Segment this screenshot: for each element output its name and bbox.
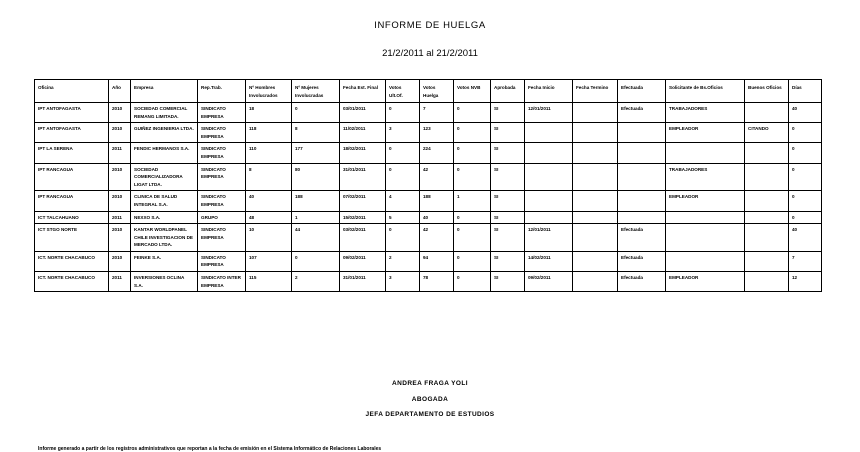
table-cell: CLINICA DE SALUD INTEGRAL S.A. — [131, 191, 198, 211]
table-cell: 2011 — [109, 271, 131, 291]
table-cell: 0 — [386, 103, 420, 123]
strike-report-table — [34, 79, 822, 292]
table-cell: SINDICATO EMPRESA — [198, 163, 246, 191]
table-cell — [745, 211, 789, 224]
table-cell: ICT. NORTE CHACABUCO — [35, 251, 109, 271]
table-cell — [745, 271, 789, 291]
table-cell — [745, 224, 789, 252]
table-cell: 4 — [386, 191, 420, 211]
table-row — [35, 271, 822, 291]
column-header: Empresa — [131, 80, 198, 103]
column-header: Nº Hombres Involucrados — [246, 80, 292, 103]
table-cell — [573, 103, 618, 123]
column-header: Votos NVB — [454, 80, 491, 103]
table-row — [35, 191, 822, 211]
table-cell: 0 — [454, 211, 491, 224]
table-cell: 118 — [246, 123, 292, 143]
table-cell: 2010 — [109, 191, 131, 211]
table-cell: EMPLEADOR — [666, 123, 745, 143]
table-cell: CITANDO — [745, 123, 789, 143]
table-header-row — [35, 80, 822, 103]
table-cell: SI — [491, 191, 525, 211]
table-cell — [666, 224, 745, 252]
column-header: Fecha Inicio — [525, 80, 573, 103]
table-cell: 7 — [420, 103, 454, 123]
signature-name: ANDREA FRAGA YOLI — [392, 380, 468, 387]
table-cell: TRABAJADORES — [666, 103, 745, 123]
table-cell: 40 — [420, 211, 454, 224]
table-cell — [573, 143, 618, 163]
table-cell: 31/01/2011 — [340, 163, 386, 191]
table-cell: 177 — [292, 143, 340, 163]
table-cell: 110 — [246, 143, 292, 163]
table-cell: 0 — [292, 103, 340, 123]
signature-department: JEFA DEPARTAMENTO DE ESTUDIOS — [365, 411, 495, 418]
table-cell: 09/02/2011 — [525, 271, 573, 291]
table-cell: 12/01/2011 — [525, 103, 573, 123]
table-cell: SI — [491, 123, 525, 143]
table-cell: SI — [491, 103, 525, 123]
table-cell — [573, 251, 618, 271]
table-cell: SOCIEDAD COMERCIALIZADORA LIGAT LTDA. — [131, 163, 198, 191]
column-header: Votos Huelga — [420, 80, 454, 103]
table-cell: 2011 — [109, 143, 131, 163]
table-cell: ICT. NORTE CHACABUCO — [35, 271, 109, 291]
table-cell: EMPLEADOR — [666, 271, 745, 291]
table-cell: 10 — [246, 224, 292, 252]
table-cell: NEXXO S.A. — [131, 211, 198, 224]
table-cell: 2 — [386, 251, 420, 271]
table-cell: SINDICATO EMPRESA — [198, 103, 246, 123]
table-cell: 0 — [386, 224, 420, 252]
table-cell: 18/02/2011 — [340, 143, 386, 163]
table-cell: 224 — [420, 143, 454, 163]
table-cell: 31/01/2011 — [340, 271, 386, 291]
table-cell: 2010 — [109, 251, 131, 271]
table-cell: 2010 — [109, 224, 131, 252]
table-cell — [745, 251, 789, 271]
table-cell — [618, 123, 666, 143]
table-cell: SINDICATO EMPRESA — [198, 224, 246, 252]
table-cell: 2 — [292, 271, 340, 291]
column-header: Solicitante de Bs.Oficios — [666, 80, 745, 103]
table-cell: 0 — [386, 143, 420, 163]
table-cell: SINDICATO EMPRESA — [198, 191, 246, 211]
table-cell — [666, 143, 745, 163]
table-cell: 0 — [454, 123, 491, 143]
table-cell: 2010 — [109, 123, 131, 143]
table-cell: 8 — [292, 123, 340, 143]
column-header: Buenos Oficios — [745, 80, 789, 103]
table-cell: Efectuada — [618, 224, 666, 252]
table-cell: 09/02/2011 — [340, 251, 386, 271]
table-cell: IPT ANTOFAGASTA — [35, 123, 109, 143]
table-cell: 5 — [386, 211, 420, 224]
table-cell — [525, 123, 573, 143]
column-header: Rep.Trab. — [198, 80, 246, 103]
table-cell: IPT RANCAGUA — [35, 163, 109, 191]
table-cell — [573, 163, 618, 191]
table-cell: 2010 — [109, 103, 131, 123]
table-cell: 40 — [246, 191, 292, 211]
table-cell: 2011 — [109, 211, 131, 224]
table-cell: 0 — [292, 251, 340, 271]
table-cell: 2010 — [109, 163, 131, 191]
table-cell — [618, 191, 666, 211]
table-cell: 0 — [386, 163, 420, 191]
table-cell: 0 — [454, 271, 491, 291]
table-cell: 0 — [454, 143, 491, 163]
table-cell — [745, 103, 789, 123]
table-cell: 94 — [420, 251, 454, 271]
table-row — [35, 103, 822, 123]
table-cell: 1 — [292, 211, 340, 224]
table-cell: 0 — [789, 191, 822, 211]
table-cell — [745, 143, 789, 163]
table-cell: GUIÑEZ INGENIERIA LTDA. — [131, 123, 198, 143]
table-cell: Efectuada — [618, 251, 666, 271]
table-cell: SI — [491, 224, 525, 252]
table-cell: 18 — [246, 103, 292, 123]
table-cell: 188 — [292, 191, 340, 211]
table-cell — [745, 191, 789, 211]
table-cell: 0 — [789, 163, 822, 191]
table-cell: 3 — [386, 271, 420, 291]
table-cell — [525, 143, 573, 163]
column-header: Efectuada — [618, 80, 666, 103]
table-cell: 0 — [454, 103, 491, 123]
table-cell: TRABAJADORES — [666, 163, 745, 191]
table-cell — [618, 211, 666, 224]
table-cell — [573, 191, 618, 211]
column-header: Nº Mujeres Involucradas — [292, 80, 340, 103]
table-cell: 1 — [454, 191, 491, 211]
table-cell: 0 — [454, 224, 491, 252]
table-cell: 123 — [420, 123, 454, 143]
table-cell: 8 — [246, 163, 292, 191]
table-cell: SOCIEDAD COMERCIAL REMANG LIMITADA. — [131, 103, 198, 123]
table-cell: 0 — [454, 251, 491, 271]
table-cell: SI — [491, 143, 525, 163]
column-header: Fecha Termino — [573, 80, 618, 103]
table-cell — [525, 163, 573, 191]
table-cell — [573, 224, 618, 252]
table-cell — [573, 123, 618, 143]
table-cell: ICT STGO NORTE — [35, 224, 109, 252]
table-cell: FENDIC HERMANOS S.A. — [131, 143, 198, 163]
table-cell: IPT LA SERENA — [35, 143, 109, 163]
column-header: Fecha Est. Final — [340, 80, 386, 103]
report-footnote: Informe generado a partir de los registros administrativos que reportan a la fecha de emisión en el Sistema Informático de Relaciones Laborales — [38, 446, 382, 452]
table-cell: 03/01/2011 — [340, 103, 386, 123]
table-cell: IPT RANCAGUA — [35, 191, 109, 211]
table-cell: 115 — [246, 271, 292, 291]
column-header: Año — [109, 80, 131, 103]
signature-role: ABOGADA — [411, 396, 449, 403]
table-cell: 0 — [789, 211, 822, 224]
table-cell: 44 — [292, 224, 340, 252]
table-cell — [618, 143, 666, 163]
report-title: INFORME DE HUELGA — [374, 20, 486, 31]
table-cell: 12/01/2011 — [525, 224, 573, 252]
table-cell: EMPLEADOR — [666, 191, 745, 211]
table-cell: 48 — [246, 211, 292, 224]
table-cell: 15/02/2011 — [340, 211, 386, 224]
table-cell: 80 — [292, 163, 340, 191]
table-cell: 42 — [420, 163, 454, 191]
table-row — [35, 123, 822, 143]
table-cell: ICT TALCAHUANO — [35, 211, 109, 224]
table-cell: 42 — [420, 224, 454, 252]
table-cell: Efectuada — [618, 103, 666, 123]
report-date-range: 21/2/2011 al 21/2/2011 — [382, 48, 478, 59]
table-cell: SI — [491, 211, 525, 224]
table-cell: FEINKE S.A. — [131, 251, 198, 271]
table-cell: Efectuada — [618, 271, 666, 291]
table-cell: INVERSIONES OCLINA S.A. — [131, 271, 198, 291]
table-row — [35, 163, 822, 191]
table-row — [35, 224, 822, 252]
table-cell — [573, 211, 618, 224]
table-cell: 07/02/2011 — [340, 191, 386, 211]
table-cell — [666, 211, 745, 224]
table-cell: SINDICATO EMPRESA — [198, 143, 246, 163]
table-cell: 0 — [454, 163, 491, 191]
column-header: Aprobada — [491, 80, 525, 103]
table-cell: SINDICATO INTER EMPRESA — [198, 271, 246, 291]
table-cell: 3 — [386, 123, 420, 143]
table-cell: 0 — [789, 143, 822, 163]
table-cell: 188 — [420, 191, 454, 211]
table-cell — [525, 211, 573, 224]
table-cell: SI — [491, 251, 525, 271]
table-row — [35, 143, 822, 163]
table-cell: SINDICATO EMPRESA — [198, 123, 246, 143]
table-cell — [745, 163, 789, 191]
table-cell: 03/02/2011 — [340, 224, 386, 252]
table-cell: 14/02/2011 — [525, 251, 573, 271]
table-cell: KANTAR WORLDPANEL CHILE INVESTIGACION DE MERCADO LTDA. — [131, 224, 198, 252]
table-cell: 107 — [246, 251, 292, 271]
column-header: Oficina — [35, 80, 109, 103]
table-cell: SI — [491, 163, 525, 191]
table-cell: 40 — [789, 103, 822, 123]
table-cell: 78 — [420, 271, 454, 291]
column-header: Votos Ult.Of. — [386, 80, 420, 103]
table-cell — [666, 251, 745, 271]
table-cell — [573, 271, 618, 291]
table-cell: 7 — [789, 251, 822, 271]
table-cell: IPT ANTOFAGASTA — [35, 103, 109, 123]
table-row — [35, 251, 822, 271]
table-cell: 40 — [789, 224, 822, 252]
table-cell: 12 — [789, 271, 822, 291]
table-cell: GRUPO — [198, 211, 246, 224]
table-cell: SINDICATO EMPRESA — [198, 251, 246, 271]
table-cell — [618, 163, 666, 191]
table-cell: 11/02/2011 — [340, 123, 386, 143]
table-cell: 0 — [789, 123, 822, 143]
column-header: Días — [789, 80, 822, 103]
table-cell: SI — [491, 271, 525, 291]
table-cell — [525, 191, 573, 211]
table-row — [35, 211, 822, 224]
